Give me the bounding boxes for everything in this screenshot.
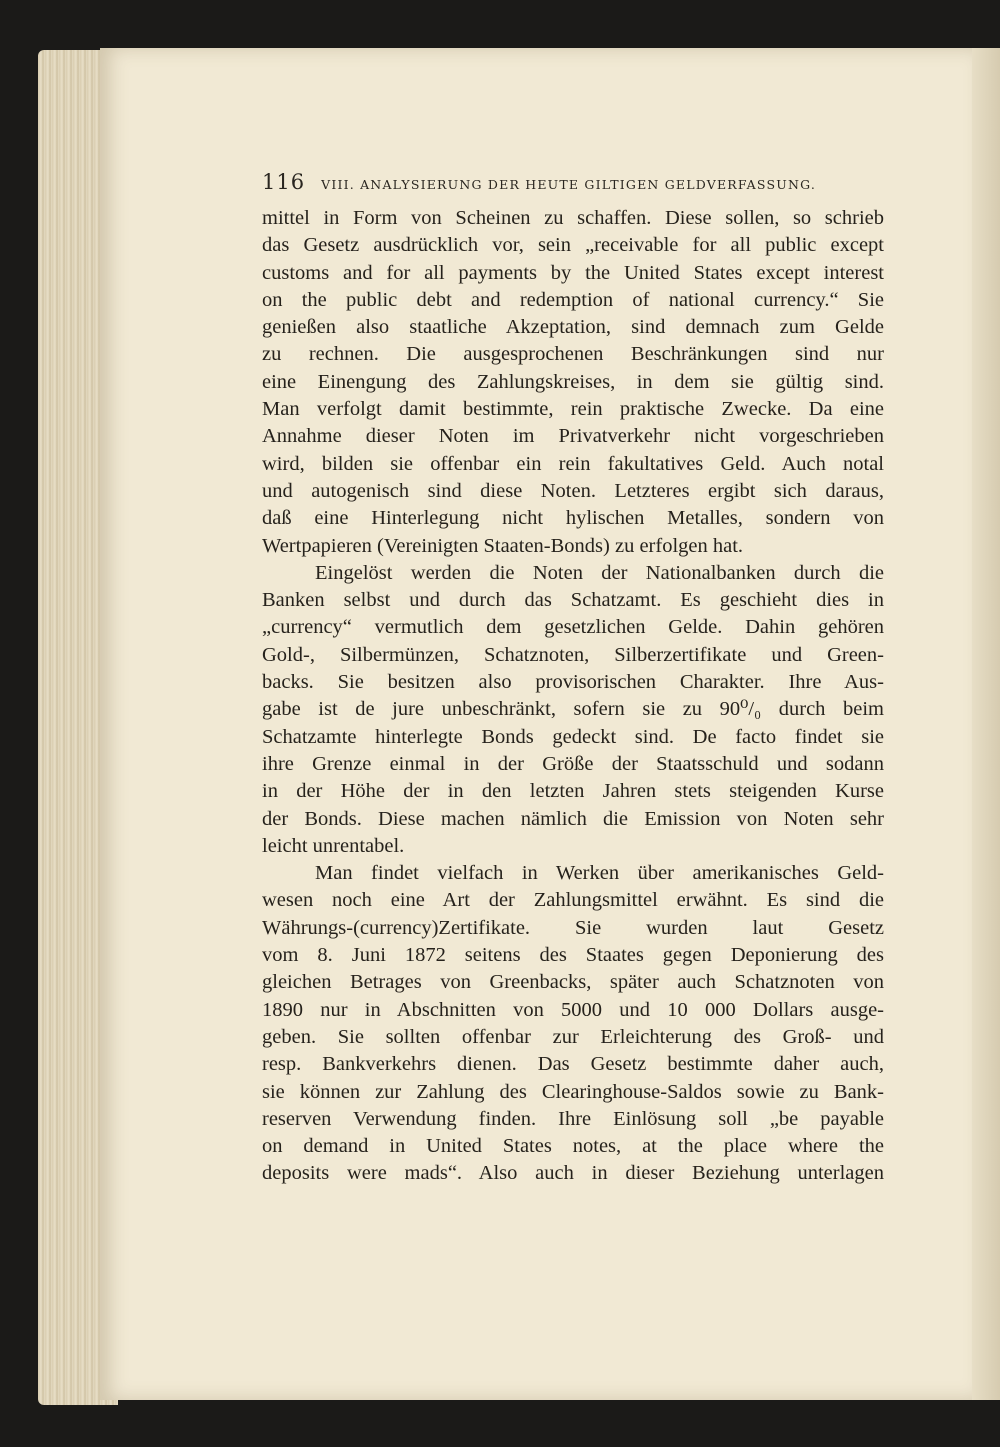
text-line: customs and for all payments by the United States except interest: [262, 261, 884, 284]
text-line: daß eine Hinterlegung nicht hylischen Metalles, sondern von: [262, 507, 884, 530]
text-line: resp. Bankverkehrs dienen. Das Gesetz bestimmte daher auch,: [262, 1053, 884, 1076]
text-line: zu rechnen. Die ausgesprochenen Beschränkungen sind nur: [262, 343, 884, 366]
text-line: das Gesetz ausdrücklich vor, sein „receivable for all public except: [262, 234, 884, 257]
text-line: vom 8. Juni 1872 seitens des Staates gegen Deponierung des: [262, 944, 884, 967]
text-line: backs. Sie besitzen also provisorischen Charakter. Ihre Aus-: [262, 671, 884, 694]
text-line: Währungs-(currency)Zertifikate. Sie wurden laut Gesetz: [262, 916, 884, 939]
text-line: on demand in United States notes, at the place where the: [262, 1135, 884, 1158]
text-line: geben. Sie sollten offenbar zur Erleichterung des Groß- und: [262, 1025, 884, 1048]
text-line: reserven Verwendung finden. Ihre Einlösung soll „be payable: [262, 1107, 884, 1130]
text-line: Man verfolgt damit bestimmte, rein praktische Zwecke. Da eine: [262, 398, 884, 421]
body-text: [262, 205, 884, 1188]
text-line: in der Höhe der in den letzten Jahren stets steigenden Kurse: [262, 780, 884, 803]
text-line: on the public debt and redemption of national currency.“ Sie: [262, 288, 884, 311]
text-line: gleichen Betrages von Greenbacks, später auch Schatznoten von: [262, 971, 884, 994]
text-line: Man findet vielfach in Werken über amerikanisches Geld-: [315, 862, 884, 885]
text-line: und autogenisch sind diese Noten. Letzteres ergibt sich daraus,: [262, 479, 884, 502]
text-line: eine Einengung des Zahlungskreises, in dem sie gültig sind.: [262, 370, 884, 393]
text-line: sie können zur Zahlung des Clearinghouse-Saldos sowie zu Bank-: [262, 1080, 884, 1103]
text-line: deposits were mads“. Also auch in dieser Beziehung unterlagen: [262, 1162, 884, 1185]
text-line: der Bonds. Diese machen nämlich die Emission von Noten sehr: [262, 807, 884, 830]
text-line: leicht unrentabel.: [262, 834, 405, 857]
text-line: Schatzamte hinterlegte Bonds gedeckt sind. De facto findet sie: [262, 725, 884, 748]
text-line: ihre Grenze einmal in der Größe der Staatsschuld und sodann: [262, 752, 884, 775]
text-line: mittel in Form von Scheinen zu schaffen. Diese sollen, so schrieb: [262, 207, 884, 229]
text-line: wird, bilden sie offenbar ein rein fakultatives Geld. Auch notal: [262, 452, 884, 475]
text-line: gabe ist de jure unbeschränkt, sofern sie zu 90⁰/₀ durch beim: [262, 698, 884, 721]
chapter-title: VIII. ANALYSIERUNG DER HEUTE GILTIGEN GELDVERFASSUNG.: [321, 177, 817, 192]
text-line: „currency“ vermutlich dem gesetzlichen Gelde. Dahin gehören: [262, 616, 884, 639]
text-line: 1890 nur in Abschnitten von 5000 und 10 000 Dollars ausge-: [262, 998, 884, 1021]
running-header: [262, 170, 842, 200]
text-line: Gold-, Silbermünzen, Schatznoten, Silberzertifikate und Green-: [262, 643, 884, 666]
text-line: Eingelöst werden die Noten der Nationalbanken durch die: [315, 561, 884, 584]
page-number: 116: [262, 170, 306, 194]
text-line: genießen also staatliche Akzeptation, sind demnach zum Gelde: [262, 316, 884, 339]
facing-page-edge: [972, 48, 1000, 1400]
text-line: Banken selbst und durch das Schatzamt. Es geschieht dies in: [262, 589, 884, 612]
text-line: Annahme dieser Noten im Privatverkehr nicht vorgeschrieben: [262, 425, 884, 448]
text-line: Wertpapieren (Vereinigten Staaten-Bonds) zu erfolgen hat.: [262, 534, 744, 557]
text-line: wesen noch eine Art der Zahlungsmittel erwähnt. Es sind die: [262, 889, 884, 912]
